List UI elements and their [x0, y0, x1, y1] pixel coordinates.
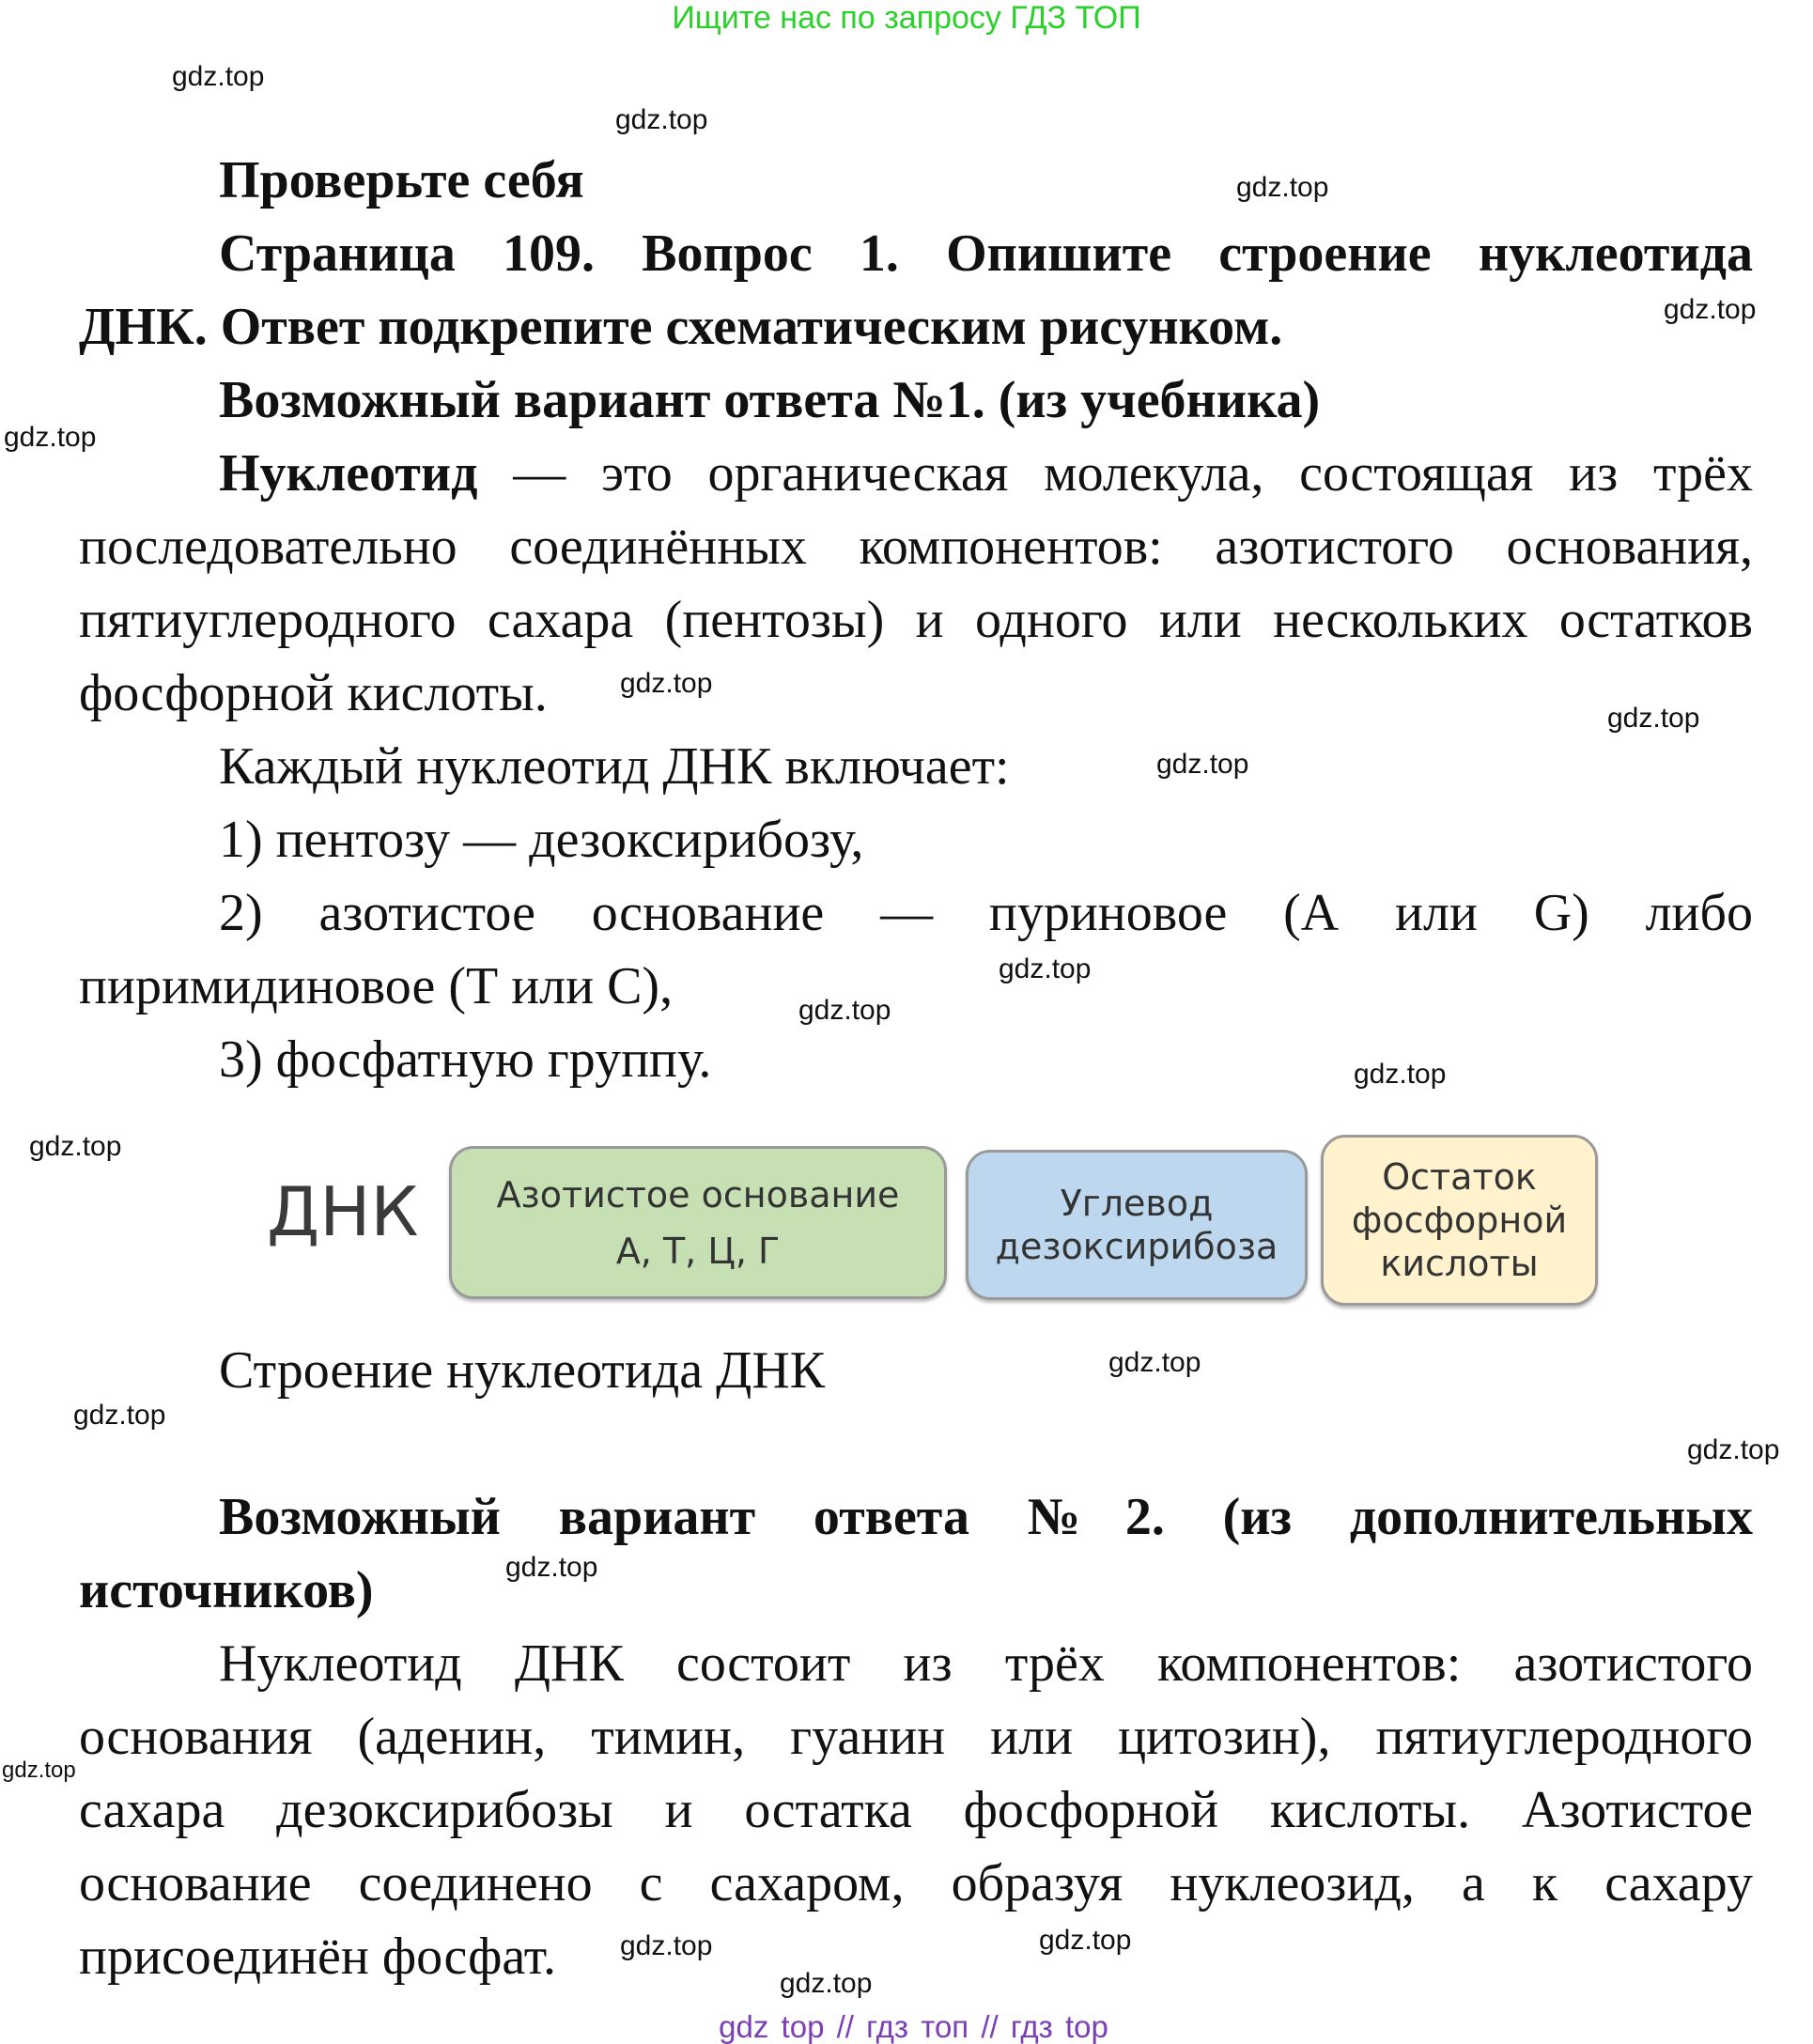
list-item: 2) азотистое основание — пуриновое (А или G) либо	[219, 884, 1753, 942]
watermark: gdz.top	[1687, 1434, 1780, 1465]
text-line: основания (аденин, тимин, гуанин или цитозин), пятиуглеродного	[79, 1708, 1753, 1766]
diagram-caption-block	[79, 1334, 1753, 1407]
list-item: 1) пентозу — дезоксирибозу,	[219, 811, 864, 869]
diagram-caption: Строение нуклеотида ДНК	[219, 1341, 826, 1400]
text-line	[79, 437, 1753, 510]
box-text: кислоты	[1380, 1243, 1539, 1284]
answer-variant-heading: источников)	[79, 1561, 374, 1619]
question-line: Страница 109. Вопрос 1. Опишите строение нуклеотида	[219, 225, 1753, 283]
watermark: gdz.top	[798, 995, 891, 1026]
watermark: gdz.top	[4, 422, 97, 453]
box-text: Углевод	[1060, 1183, 1214, 1224]
sugar-box	[966, 1150, 1308, 1300]
box-text: фосфорной	[1351, 1200, 1568, 1241]
watermark: gdz.top	[2, 1758, 76, 1783]
text-line: последовательно соединённых компонентов: азотистого основания,	[79, 518, 1753, 576]
text-line: присоединён фосфат.	[79, 1928, 557, 1986]
text-line: Каждый нуклеотид ДНК включает:	[219, 737, 1010, 796]
search-banner: Ищите нас по запросу ГДЗ ТОП	[672, 0, 1141, 36]
box-text: А, Т, Ц, Г	[615, 1230, 781, 1272]
watermark: gdz.top	[620, 668, 713, 699]
watermark: gdz.top	[1039, 1925, 1132, 1956]
watermark: gdz.top	[999, 953, 1092, 984]
text-line: основание соединено с сахаром, образуя нуклеозид, а к сахару	[79, 1854, 1753, 1912]
watermark: gdz.top	[615, 104, 708, 135]
question-line: ДНК. Ответ подкрепите схематическим рисунком.	[79, 298, 1283, 356]
text-line: сахара дезоксирибозы и остатка фосфорной кислоты. Азотистое	[79, 1781, 1753, 1839]
text-line: Нуклеотид ДНК состоит из трёх компонентов: азотистого	[219, 1634, 1753, 1693]
box-text: Азотистое основание	[496, 1173, 900, 1216]
section-title: Проверьте себя	[219, 151, 584, 209]
box-text: дезоксирибоза	[995, 1226, 1278, 1267]
watermark: gdz.top	[620, 1930, 713, 1961]
list-item: 3) фосфатную группу.	[219, 1030, 712, 1089]
footer-links: gdz top // гдз топ // гдз top	[719, 2009, 1108, 2044]
watermark: gdz.top	[1664, 294, 1757, 325]
diagram-label: ДНК	[267, 1172, 419, 1251]
watermark: gdz.top	[780, 1968, 873, 1999]
text-line: фосфорной кислоты.	[79, 664, 548, 722]
text-span: это органическая молекула, состоящая из трёх	[600, 444, 1753, 503]
watermark: gdz.top	[1236, 172, 1329, 203]
watermark: gdz.top	[1354, 1059, 1447, 1090]
answer-section-1	[79, 144, 1753, 1096]
watermark: gdz.top	[1108, 1347, 1201, 1378]
answer-section-2	[79, 1480, 1753, 1993]
answer-variant-heading: Возможный вариант ответа №2. (из дополнительных	[219, 1488, 1753, 1546]
watermark: gdz.top	[73, 1400, 166, 1431]
box-text: Остаток	[1382, 1156, 1537, 1198]
watermark: gdz.top	[1156, 749, 1249, 780]
dash: —	[477, 444, 601, 503]
text-line: пятиуглеродного сахара (пентозы) и одного или нескольких остатков	[79, 591, 1753, 649]
watermark: gdz.top	[29, 1131, 122, 1162]
answer-variant-heading: Возможный вариант ответа №1. (из учебника)	[219, 371, 1321, 429]
list-item-cont: пиримидиновое (Т или С),	[79, 957, 674, 1015]
term: Нуклеотид	[219, 444, 478, 503]
watermark: gdz.top	[1607, 703, 1700, 734]
watermark: gdz.top	[172, 61, 265, 92]
watermark: gdz.top	[505, 1552, 598, 1583]
nitrogen-base-box	[449, 1146, 947, 1299]
phosphate-box	[1321, 1135, 1598, 1306]
